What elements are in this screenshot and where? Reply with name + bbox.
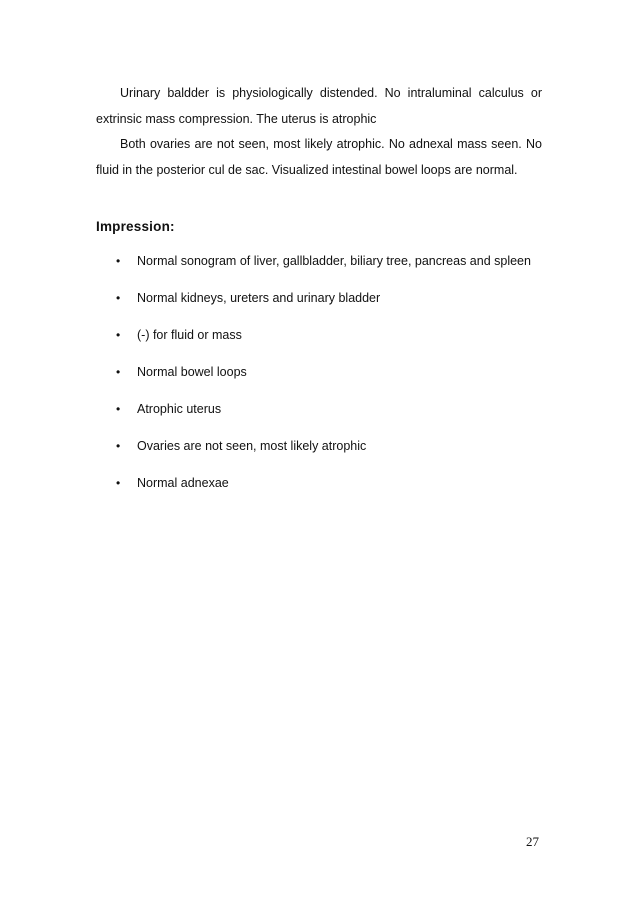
bullet-icon: •	[116, 476, 121, 490]
impression-list	[116, 247, 542, 506]
impression-item	[116, 432, 542, 460]
impression-item	[116, 247, 542, 275]
impression-item-text: Ovaries are not seen, most likely atrophic	[137, 439, 367, 453]
impression-item-text: Normal sonogram of liver, gallbladder, biliary tree, pancreas and spleen	[137, 254, 531, 268]
impression-item-text: (-) for fluid or mass	[137, 328, 242, 342]
impression-item	[116, 284, 542, 312]
impression-heading: Impression:	[96, 219, 175, 234]
bullet-icon: •	[116, 439, 121, 453]
findings-paragraph-bladder-uterus	[96, 80, 542, 132]
paragraph-text: Both ovaries are not seen, most likely atrophic. No adnexal mass seen. No fluid in the posterior cul de sac. Visualized intestinal bowel loops are normal.	[96, 137, 542, 177]
impression-item	[116, 321, 542, 349]
bullet-icon: •	[116, 291, 121, 305]
impression-item-text: Normal adnexae	[137, 476, 229, 490]
impression-item-text: Atrophic uterus	[137, 402, 222, 416]
impression-item	[116, 395, 542, 423]
bullet-icon: •	[116, 365, 121, 379]
page-number: 27	[526, 834, 539, 849]
impression-item	[116, 469, 542, 497]
bullet-icon: •	[116, 254, 121, 268]
bullet-icon: •	[116, 328, 121, 342]
bullet-icon: •	[116, 402, 121, 416]
paragraph-text: Urinary baldder is physiologically distended. No intraluminal calculus or extrinsic mass compression. The uterus is atrophic	[96, 86, 542, 126]
impression-item-text: Normal kidneys, ureters and urinary bladder	[137, 291, 381, 305]
impression-item-text: Normal bowel loops	[137, 365, 247, 379]
impression-item	[116, 358, 542, 386]
findings-paragraph-ovaries-bowel	[96, 131, 542, 183]
